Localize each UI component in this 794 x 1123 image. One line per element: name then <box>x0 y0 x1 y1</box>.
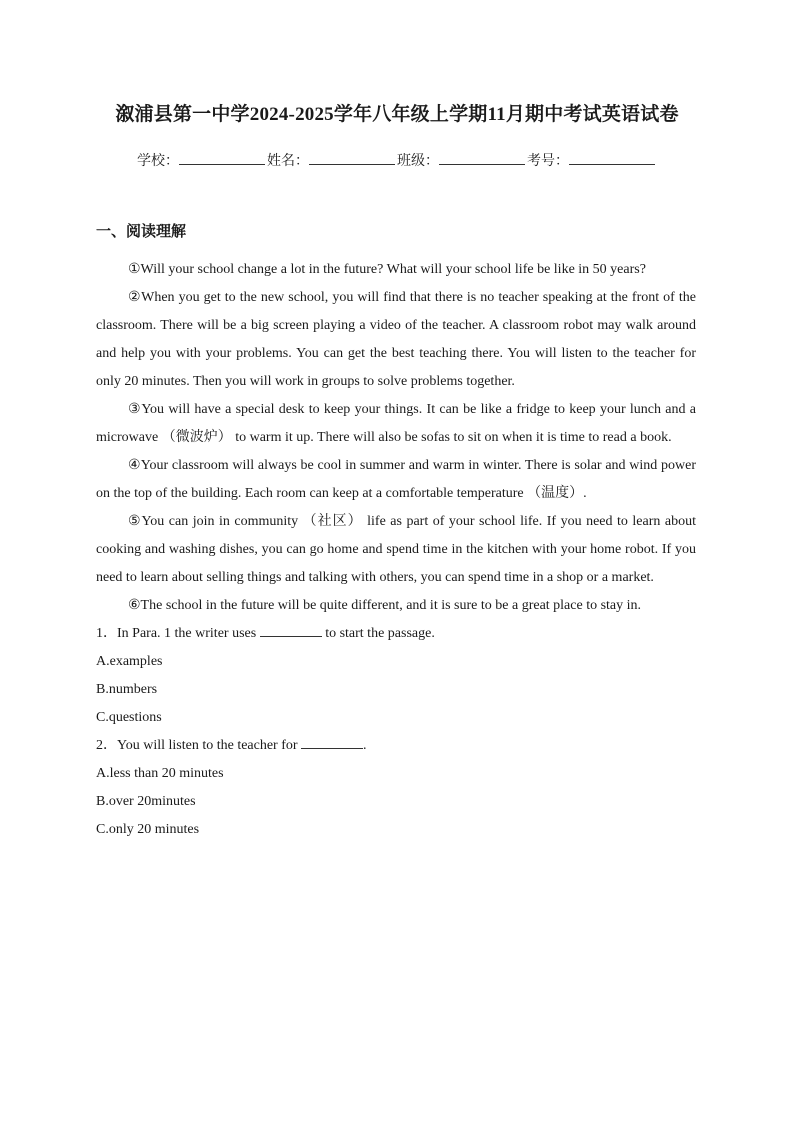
question-text-before: In Para. 1 the writer uses <box>117 626 260 641</box>
question-number: 1． <box>96 626 117 641</box>
school-label: 学校： <box>137 154 179 169</box>
option-c[interactable]: C.questions <box>96 710 162 725</box>
passage-paragraph-1: ①Will your school change a lot in the future? What will your school life be like in 50 years? <box>128 262 646 277</box>
exam-number-blank[interactable] <box>569 150 655 165</box>
option-a[interactable]: A.less than 20 minutes <box>96 766 224 781</box>
exam-title: 溆浦县第一中学2024-2025学年八年级上学期11月期中考试英语试卷 <box>115 104 679 125</box>
exam-number-label: 考号： <box>527 154 569 169</box>
section-title: 一、阅读理解 <box>96 224 187 240</box>
question-1 <box>96 620 696 648</box>
name-label: 姓名： <box>267 154 309 169</box>
reading-content <box>96 256 696 844</box>
passage-paragraph-5: ⑤You can join in community （社区） life as part of your school life. If you need to learn about cooking and washing dishes, you can go home and spend time in the kitchen with your home robot. If you need to learn about selling things and talking with others, you can spend time in a shop or a market. <box>96 514 696 585</box>
student-info-fields <box>0 150 794 174</box>
question-text-after: . <box>363 738 367 753</box>
name-blank[interactable] <box>309 150 395 165</box>
option-c[interactable]: C.only 20 minutes <box>96 822 200 837</box>
option-b[interactable]: B.numbers <box>96 682 158 697</box>
option-a[interactable]: A.examples <box>96 654 163 669</box>
question-text-after: to start the passage. <box>321 626 435 641</box>
question-2 <box>96 732 696 760</box>
answer-blank[interactable] <box>260 622 322 637</box>
question-text-before: You will listen to the teacher for <box>117 738 302 753</box>
passage-paragraph-6: ⑥The school in the future will be quite different, and it is sure to be a great place to stay in. <box>128 598 642 613</box>
passage-paragraph-3: ③You will have a special desk to keep your things. It can be like a fridge to keep your lunch and a microwave （微波炉） to warm it up. There will also be sofas to sit on when it is time to read a book. <box>96 402 696 445</box>
question-number: 2． <box>96 738 117 753</box>
passage-paragraph-4: ④Your classroom will always be cool in summer and warm in winter. There is solar and wind power on the top of the building. Each room can keep at a comfortable temperature （温度）. <box>96 458 696 501</box>
option-b[interactable]: B.over 20minutes <box>96 794 196 809</box>
class-blank[interactable] <box>439 150 525 165</box>
passage-paragraph-2: ②When you get to the new school, you will find that there is no teacher speaking at the front of the classroom. There will be a big screen playing a video of the teacher. A classroom robot may walk around and help you with your problems. You can get the best teaching there. You will listen to the teacher for only 20 minutes. Then you will work in groups to solve problems together. <box>96 290 696 389</box>
answer-blank[interactable] <box>301 734 363 749</box>
class-label: 班级： <box>397 154 439 169</box>
school-blank[interactable] <box>179 150 265 165</box>
